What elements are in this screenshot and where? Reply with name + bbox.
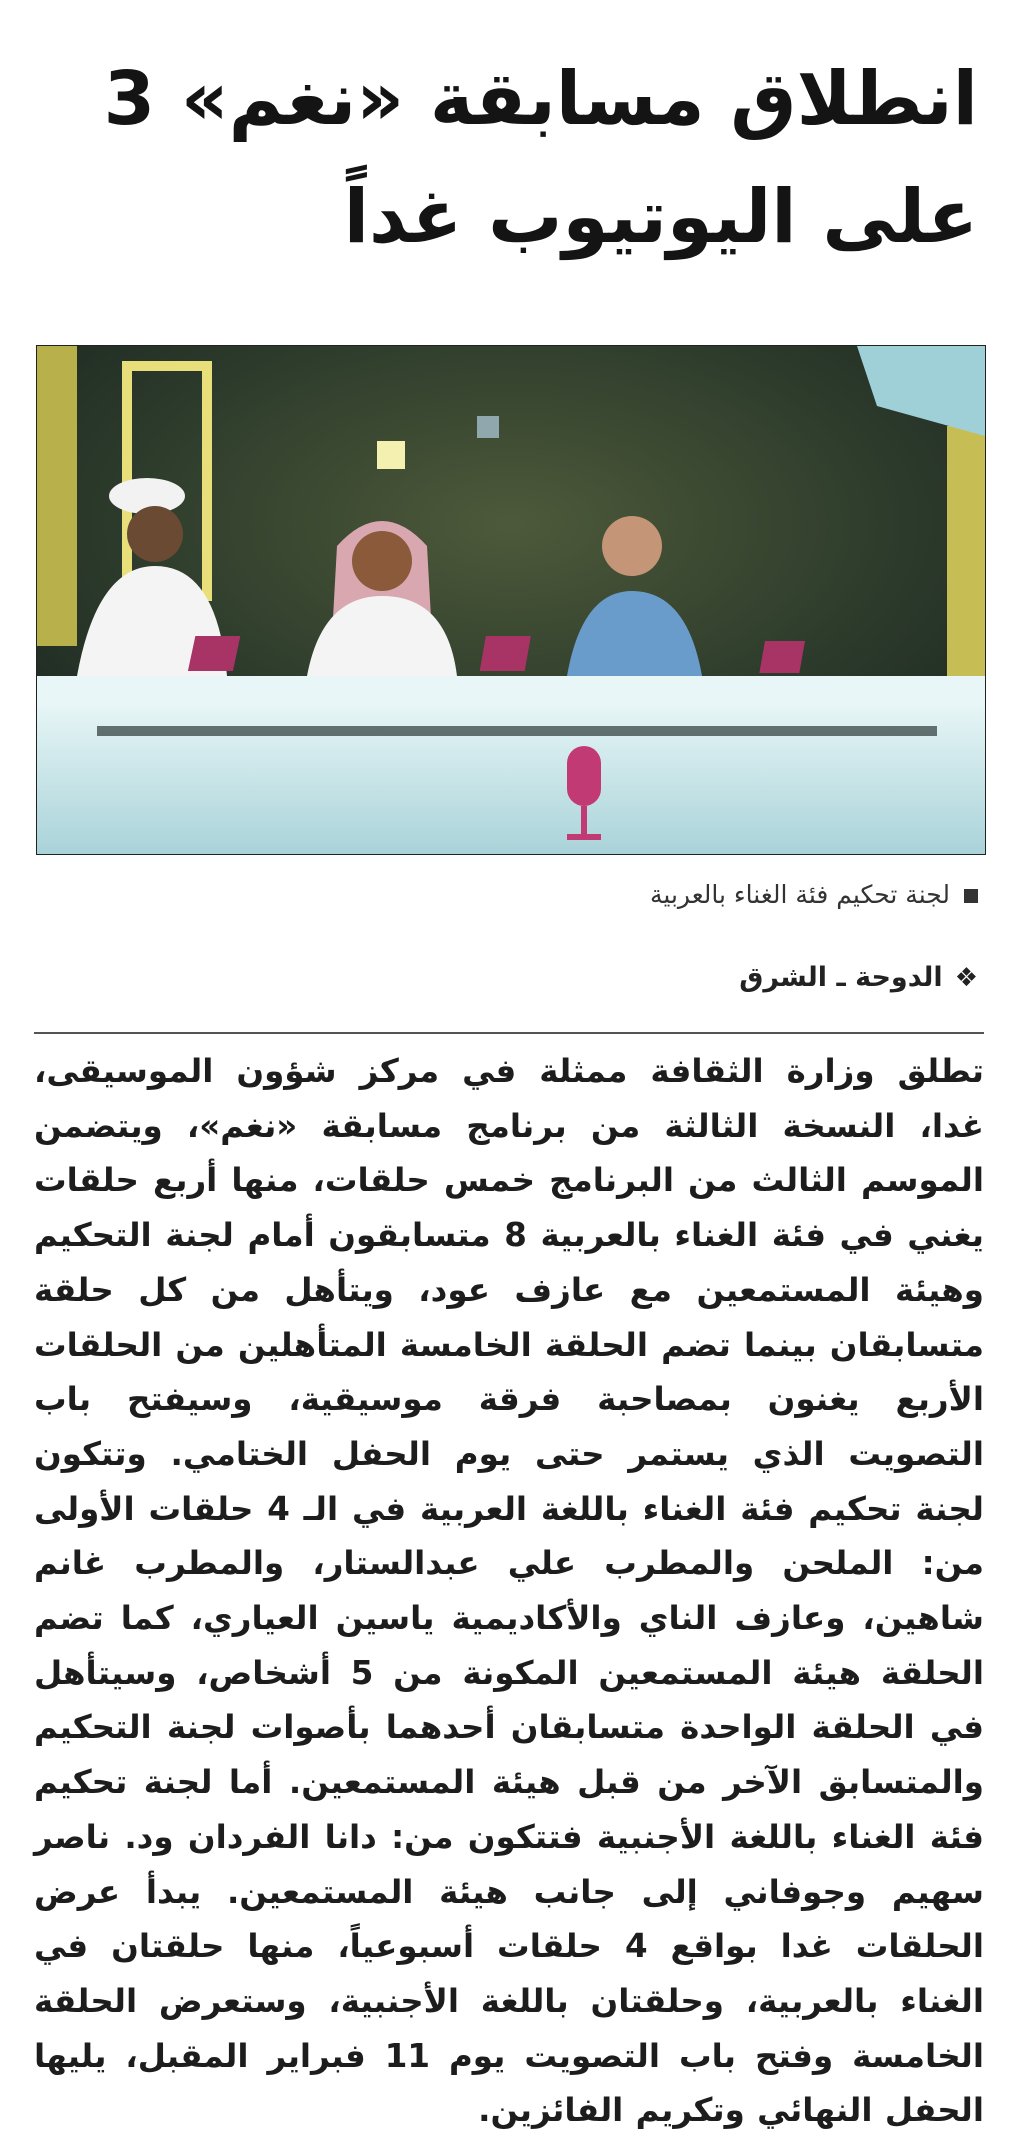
article-body: تطلق وزارة الثقافة ممثلة في مركز شؤون الموسيقى، غدا، النسخة الثالثة من برنامج مسابقة «نغم»، ويتضمن الموسم الثالث من البرنامج خمس حلقات، منها أربع حلقات يغني في فئة الغناء بالعربية 8 متسابقون أمام لجنة التحكيم وهيئة المستمعين مع عازف عود، ويتأهل من كل حلقة متسابقان بينما تضم الحلقة الخامسة المتأهلين من الحلقات الأربع يغنون بمصاحبة فرقة موسيقية، وسيفتح باب التصويت الذي يستمر حتى يوم الحفل الختامي. وتتكون لجنة تحكيم فئة الغناء باللغة العربية في الـ 4 حلقات الأولى من: الملحن والمطرب علي عبدالستار، والمطرب غانم شاهين، وعازف الناي والأكاديمية ياسين العياري، كما تضم الحلقة هيئة المستمعين المكونة من 5 أشخاص، وسيتأهل في الحلقة الواحدة متسابقان أحدهما بأصوات لجنة التحكيم والمتسابق الآخر من قبل هيئة المستمعين. أما لجنة تحكيم فئة الغناء باللغة الأجنبية فتتكون من: دانا الفردان ود. ناصر سهيم وجوفاني إلى جانب هيئة المستمعين. يبدأ عرض الحلقات غدا بواقع 4 حلقات أسبوعياً، منها حلقتان في الغناء بالعربية، وحلقتان باللغة الأجنبية، وستعرض الحلقة الخامسة وفتح باب التصويت يوم 11 فبراير المقبل، يليها الحفل النهائي وتكريم الفائزين.: [34, 1052, 985, 2130]
judges-panel-photo: [37, 346, 985, 854]
article-photo: [36, 345, 986, 855]
caption-text: لجنة تحكيم فئة الغناء بالعربية: [650, 880, 950, 909]
dateline-text: الدوحة ـ الشرق: [739, 962, 943, 993]
bullet-square-icon: [964, 889, 978, 903]
dateline: [40, 962, 978, 993]
divider: [34, 1032, 984, 1034]
dateline-ornament-icon: ❖: [954, 963, 978, 993]
photo-caption: [40, 880, 978, 909]
headline: انطلاق مسابقة «نغم» 3 على اليوتيوب غداً: [103, 56, 978, 260]
